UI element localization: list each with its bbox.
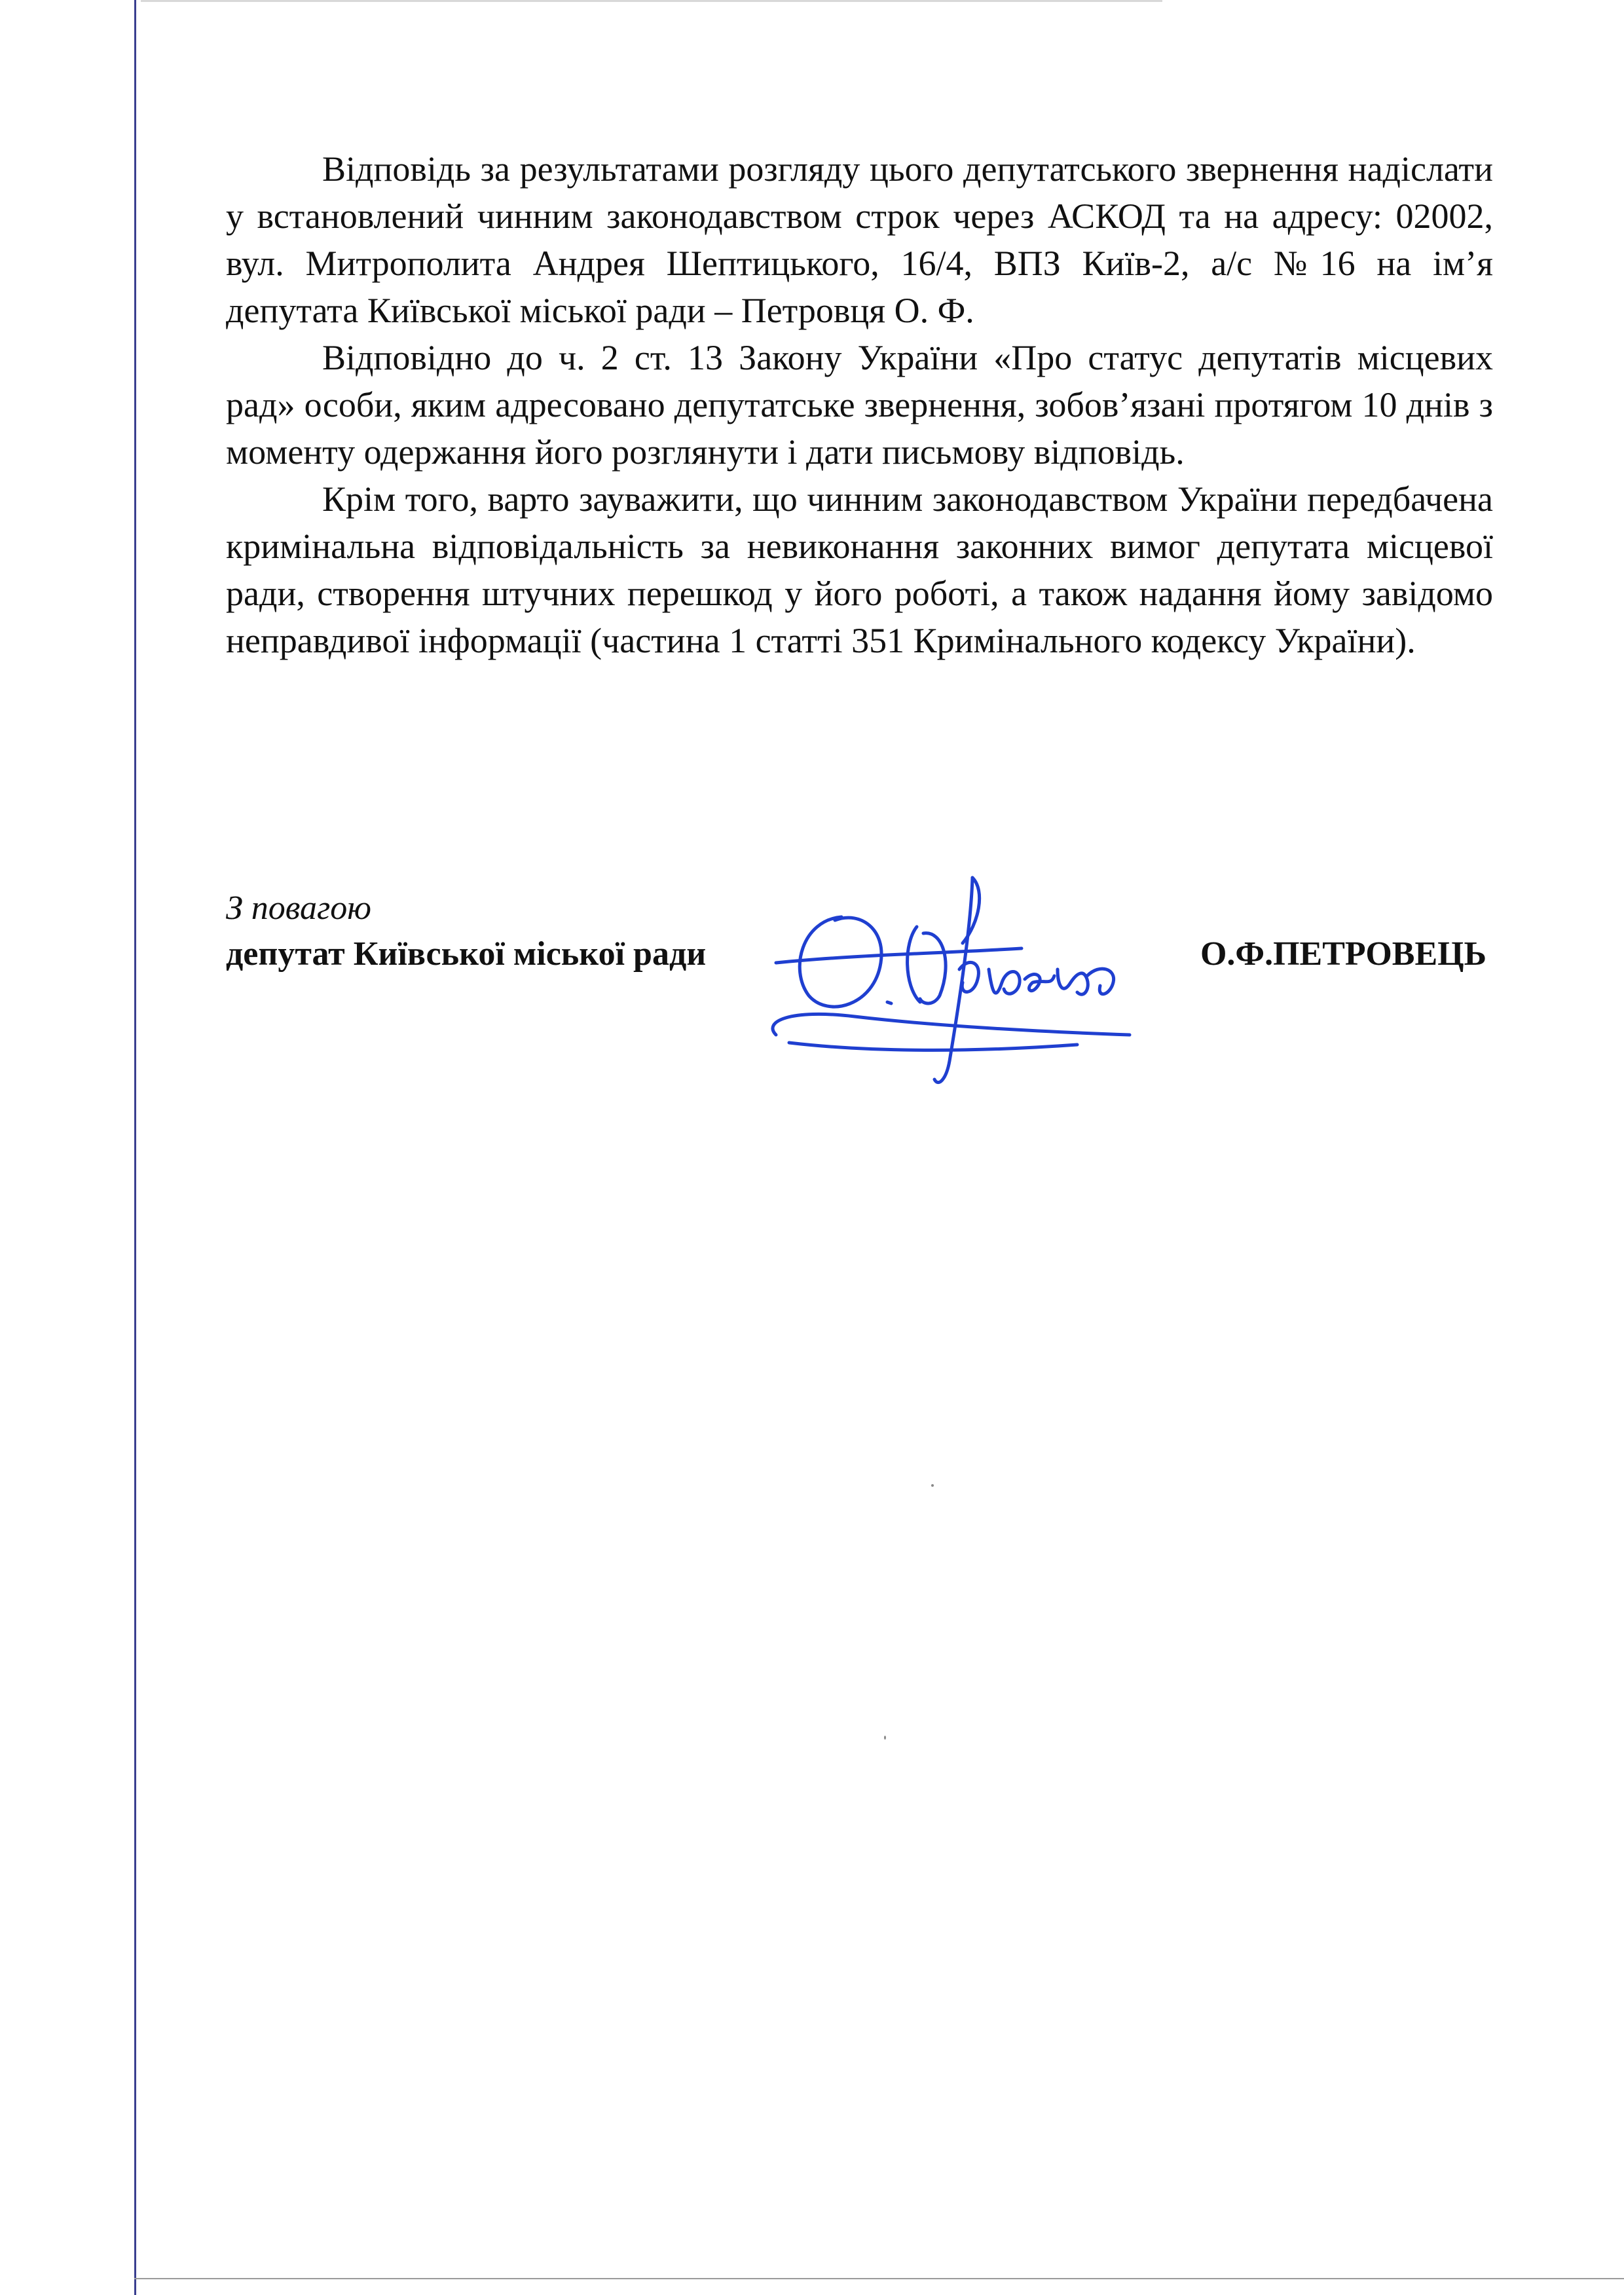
scan-speck [931, 1484, 934, 1487]
closing-greeting: З повагою [226, 889, 371, 927]
signer-position: депутат Київської міської ради [226, 935, 707, 973]
paragraph-criminal-liability: Крім того, варто зауважити, що чинним законодавством України передбачена кримінальна відповідальність за невиконання законних вимог депутата місцевої ради, створення штучних перешкод у його роботі, а також надання йому завідомо неправдивої інформації (частина 1 статті 351 Кримінального кодексу України). [226, 479, 1493, 660]
signer-name: О.Ф.ПЕТРОВЕЦЬ [1200, 935, 1486, 973]
paragraph-response-address: Відповідь за результатами розгляду цього депутатського звернення надіслати у встановлений чинним законодавством строк через АСКОД та на адресу: 02002, вул. Митрополита Андрея Шептицького, 16/4, ВПЗ Київ-2, а/с №16 на ім’я депутата Київської міської ради – Петровця О. Ф. [226, 149, 1493, 330]
scan-edge-top [141, 0, 1162, 2]
margin-line [134, 0, 136, 2295]
letter-body [226, 145, 1493, 664]
handwritten-signature-icon [763, 871, 1156, 1094]
scan-edge-bottom [134, 2278, 1624, 2279]
scan-speck [884, 1736, 886, 1740]
paragraph-legal-basis: Відповідно до ч. 2 ст. 13 Закону України «Про статус депутатів місцевих рад» особи, яким адресовано депутатське звернення, зобов’язані протягом 10 днів з моменту одержання його розглянути і дати письмову відповідь. [226, 338, 1493, 472]
